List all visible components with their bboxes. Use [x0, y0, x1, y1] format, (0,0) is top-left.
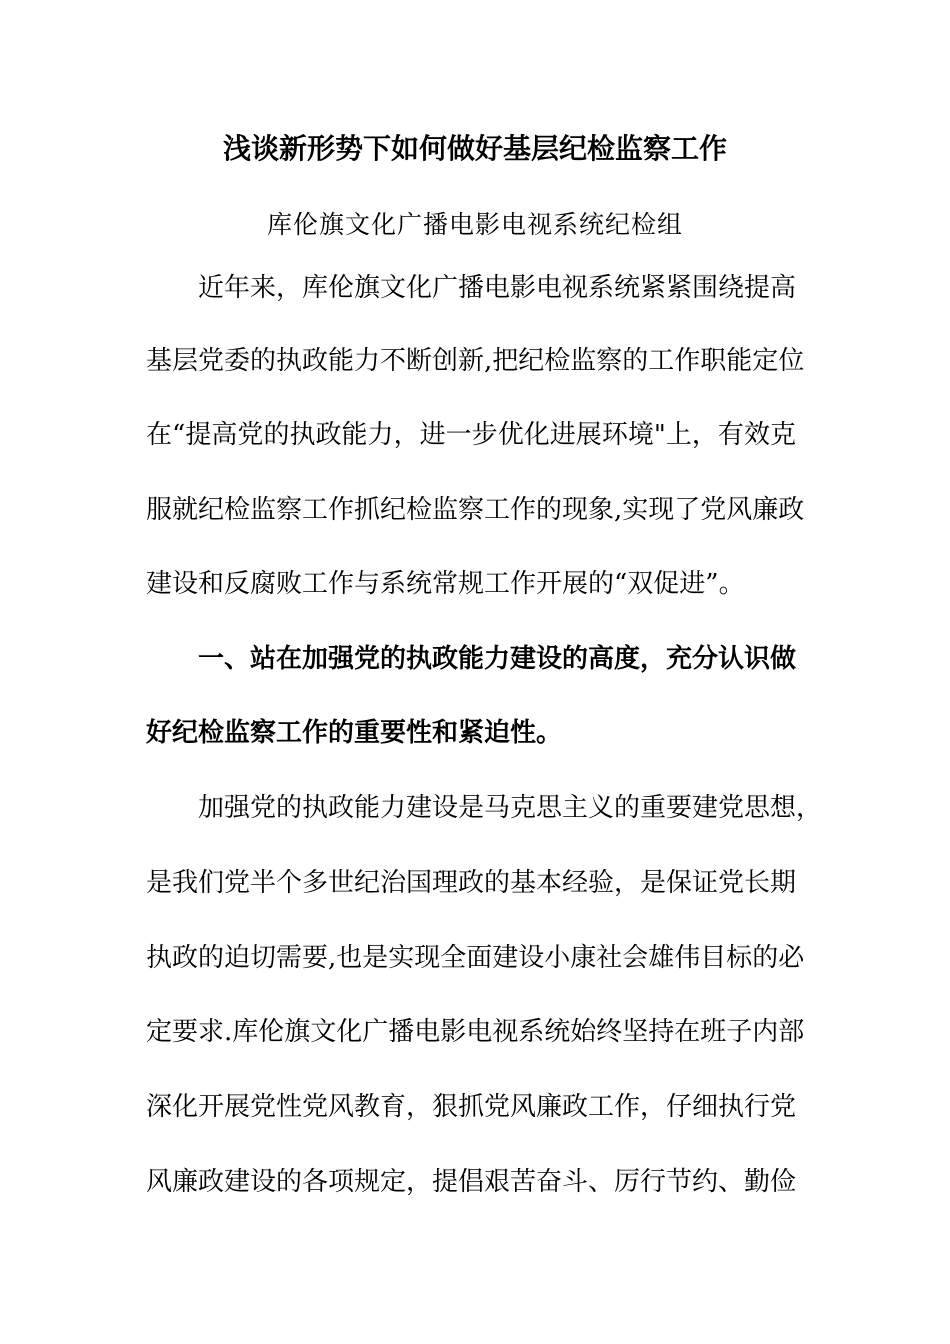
document-author: 库伦旗文化广播电影电视系统纪检组	[266, 210, 683, 239]
paragraph-line: 服就纪检监察工作抓纪检监察工作的现象,实现了党风廉政	[146, 495, 805, 525]
paragraph-line: 执政的迫切需要,也是实现全面建设小康社会雄伟目标的必	[146, 943, 805, 973]
paragraph-line: 是我们党半个多世纪治国理政的基本经验，是保证党长期	[146, 868, 797, 898]
section-heading: 一、站在加强党的执政能力建设的高度，充分认识做	[198, 644, 797, 674]
paragraph-line: 风廉政建设的各项规定，提倡艰苦奋斗、厉行节约、勤俭	[146, 1167, 797, 1197]
paragraph-line: 加强党的执政能力建设是马克思主义的重要建党思想，	[198, 793, 823, 823]
paragraph-line: 定要求.库伦旗文化广播电影电视系统始终坚持在班子内部	[146, 1017, 805, 1047]
section-heading: 好纪检监察工作的重要性和紧迫性。	[146, 718, 563, 748]
paragraph-line: 在“提高党的执政能力，进一步优化进展环境"上，有效克	[146, 420, 796, 450]
document-title: 浅谈新形势下如何做好基层纪检监察工作	[222, 132, 727, 165]
paragraph-line: 基层党委的执政能力不断创新,把纪检监察的工作职能定位	[146, 346, 805, 376]
paragraph-line: 建设和反腐败工作与系统常规工作开展的“双促进”。	[146, 569, 745, 599]
paragraph-line: 深化开展党性党风教育，狠抓党风廉政工作，仔细执行党	[146, 1092, 797, 1122]
paragraph-line: 近年来，库伦旗文化广播电影电视系统紧紧围绕提高	[198, 273, 797, 303]
